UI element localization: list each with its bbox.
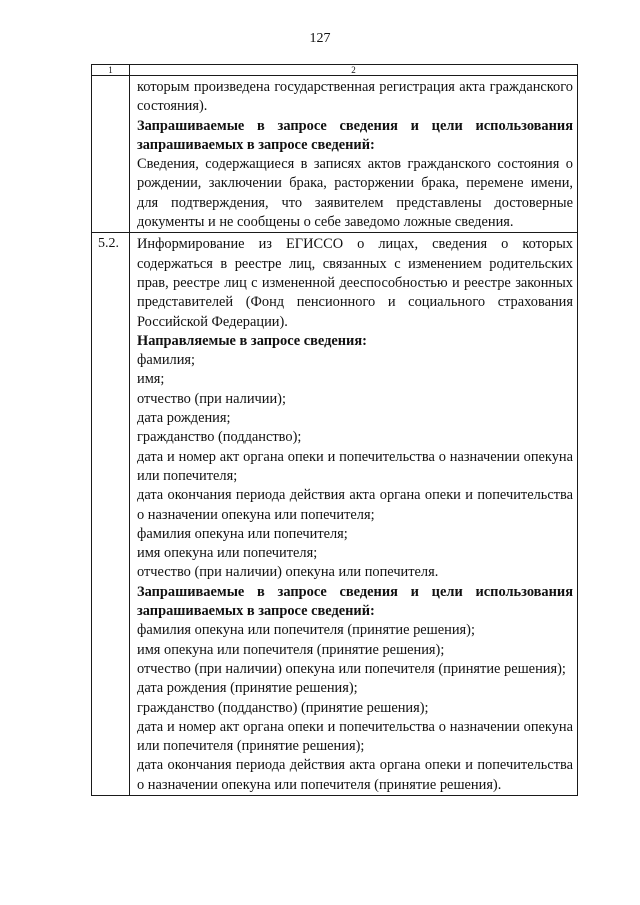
paragraph: которым произведена государственная регистрация акта гражданского состояния). <box>137 79 573 115</box>
list-item: отчество (при наличии) опекуна или попечителя (принятие решения); <box>137 660 566 677</box>
row-number <box>92 76 130 233</box>
row-content <box>130 76 578 233</box>
table-header-row <box>92 65 578 76</box>
list-item: дата рождения; <box>137 410 231 427</box>
table-row <box>92 76 578 233</box>
section-heading: Запрашиваемые в запросе сведения и цели использования запрашиваемых в запросе сведений: <box>137 117 573 153</box>
header-col-1: 1 <box>92 65 130 76</box>
list-item: дата рождения (принятие решения); <box>137 680 358 697</box>
list-item: гражданство (подданство) (принятие решения); <box>137 699 429 716</box>
list-item: фамилия опекуна или попечителя; <box>137 525 348 542</box>
section-heading: Запрашиваемые в запросе сведения и цели использования запрашиваемых в запросе сведений: <box>137 583 573 620</box>
section-heading: Направляемые в запросе сведения: <box>137 332 367 349</box>
list-item: фамилия; <box>137 352 196 369</box>
list-item: имя; <box>137 371 165 388</box>
list-item: отчество (при наличии); <box>137 390 286 407</box>
header-col-2: 2 <box>130 65 578 76</box>
page-number: 127 <box>309 31 331 46</box>
list-item: имя опекуна или попечителя (принятие решения); <box>137 641 445 658</box>
row-number: 5.2. <box>92 233 130 796</box>
list-item: фамилия опекуна или попечителя (принятие решения); <box>137 622 475 639</box>
list-item: дата окончания периода действия акта органа опеки и попечительства о назначении опекуна или попечителя (принятие решения). <box>137 757 573 793</box>
list-item: гражданство (подданство); <box>137 429 302 446</box>
paragraph: Сведения, содержащиеся в записях актов гражданского состояния о рождении, заключении брака, расторжении брака, перемене имени, для подтверждения, что заявителем представлены достоверные документы и не сообщены о себе заведомо ложные сведения. <box>137 156 573 231</box>
table-row <box>92 233 578 796</box>
list-item: дата и номер акт органа опеки и попечительства о назначении опекуна или попечителя (принятие решения); <box>137 718 573 755</box>
document-table <box>91 64 578 796</box>
list-item: дата окончания периода действия акта органа опеки и попечительства о назначении опекуна или попечителя; <box>137 487 573 523</box>
list-item: отчество (при наличии) опекуна или попечителя. <box>137 564 439 581</box>
list-item: дата и номер акт органа опеки и попечительства о назначении опекуна или попечителя; <box>137 448 573 484</box>
paragraph: Информирование из ЕГИССО о лицах, сведения о которых содержаться в реестре лиц, связанных с изменением родительских прав, реестре лиц с измененной дееспособностью и реестре законных представителей (Фонд пенсионного и социального страхования Российской Федерации). <box>137 236 573 330</box>
list-item: имя опекуна или попечителя; <box>137 545 318 562</box>
row-content <box>130 233 578 796</box>
